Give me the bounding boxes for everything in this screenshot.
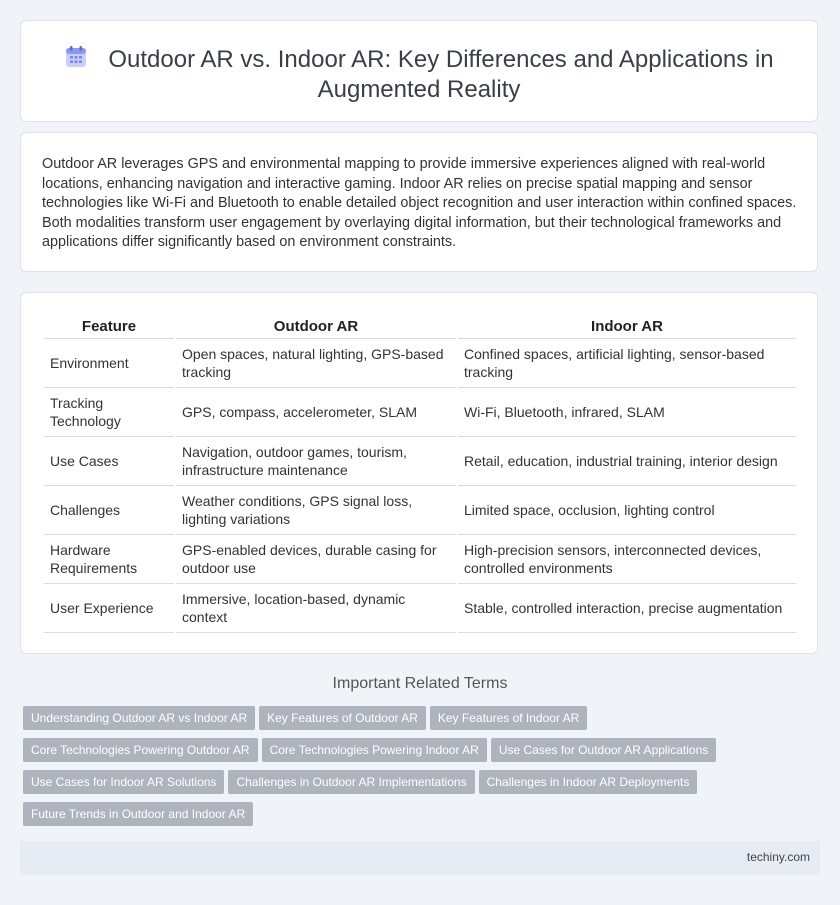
table-row	[44, 339, 796, 388]
header-feature: Feature	[44, 315, 174, 339]
table-row	[44, 486, 796, 535]
related-term-tag[interactable]: Use Cases for Outdoor AR Applications	[491, 738, 716, 762]
feature-cell: Use Cases	[44, 437, 174, 486]
related-terms-heading: Important Related Terms	[332, 675, 508, 692]
comparison-table	[42, 315, 798, 633]
outdoor-cell: Immersive, location-based, dynamic context	[176, 584, 456, 633]
page-title-text: Outdoor AR vs. Indoor AR: Key Differences and Applications in Augmented Reality	[108, 46, 774, 103]
indoor-cell: Wi-Fi, Bluetooth, infrared, SLAM	[458, 388, 796, 437]
page-title	[21, 45, 817, 105]
table-row	[44, 535, 796, 584]
related-term-tag[interactable]: Use Cases for Indoor AR Solutions	[23, 770, 224, 794]
feature-cell: User Experience	[44, 584, 174, 633]
table-row	[44, 437, 796, 486]
intro-card	[20, 132, 818, 272]
table-header-row	[44, 315, 796, 339]
related-term-tag[interactable]: Key Features of Outdoor AR	[259, 706, 426, 730]
table-row	[44, 388, 796, 437]
comparison-table-card	[20, 292, 818, 654]
outdoor-cell: Weather conditions, GPS signal loss, lighting variations	[176, 486, 456, 535]
intro-paragraph: Outdoor AR leverages GPS and environmental mapping to provide immersive experiences aligned with real-world locations, enhancing navigation and interactive gaming. Indoor AR relies on precise spatial mapping and sensor technologies like Wi-Fi and Bluetooth to enable detailed object recognition and user interaction within confined spaces. Both modalities transform user engagement by overlaying digital information, but their technological frameworks and applications differ significantly based on environment constraints.	[42, 156, 797, 251]
footer-brand: techiny.com	[746, 850, 810, 864]
footer	[20, 841, 820, 875]
related-term-tag[interactable]: Core Technologies Powering Indoor AR	[262, 738, 487, 762]
outdoor-cell: Navigation, outdoor games, tourism, infrastructure maintenance	[176, 437, 456, 486]
related-term-tag[interactable]: Core Technologies Powering Outdoor AR	[23, 738, 258, 762]
indoor-cell: High-precision sensors, interconnected devices, controlled environments	[458, 535, 796, 584]
related-term-tag[interactable]: Challenges in Outdoor AR Implementations	[228, 770, 474, 794]
indoor-cell: Stable, controlled interaction, precise augmentation	[458, 584, 796, 633]
related-term-tag[interactable]: Key Features of Indoor AR	[430, 706, 587, 730]
indoor-cell: Limited space, occlusion, lighting control	[458, 486, 796, 535]
indoor-cell: Retail, education, industrial training, interior design	[458, 437, 796, 486]
related-term-tag[interactable]: Challenges in Indoor AR Deployments	[479, 770, 698, 794]
outdoor-cell: GPS, compass, accelerometer, SLAM	[176, 388, 456, 437]
feature-cell: Hardware Requirements	[44, 535, 174, 584]
table-row	[44, 584, 796, 633]
related-term-tag[interactable]: Understanding Outdoor AR vs Indoor AR	[23, 706, 255, 730]
related-term-tag[interactable]: Future Trends in Outdoor and Indoor AR	[23, 802, 253, 826]
header-card	[20, 20, 818, 122]
header-indoor-ar: Indoor AR	[458, 315, 796, 339]
feature-cell: Tracking Technology	[44, 388, 174, 437]
outdoor-cell: GPS-enabled devices, durable casing for outdoor use	[176, 535, 456, 584]
feature-cell: Challenges	[44, 486, 174, 535]
outdoor-cell: Open spaces, natural lighting, GPS-based tracking	[176, 339, 456, 388]
feature-cell: Environment	[44, 339, 174, 388]
calendar-icon	[64, 45, 88, 69]
header-outdoor-ar: Outdoor AR	[176, 315, 456, 339]
indoor-cell: Confined spaces, artificial lighting, sensor-based tracking	[458, 339, 796, 388]
related-terms-list	[23, 706, 823, 834]
